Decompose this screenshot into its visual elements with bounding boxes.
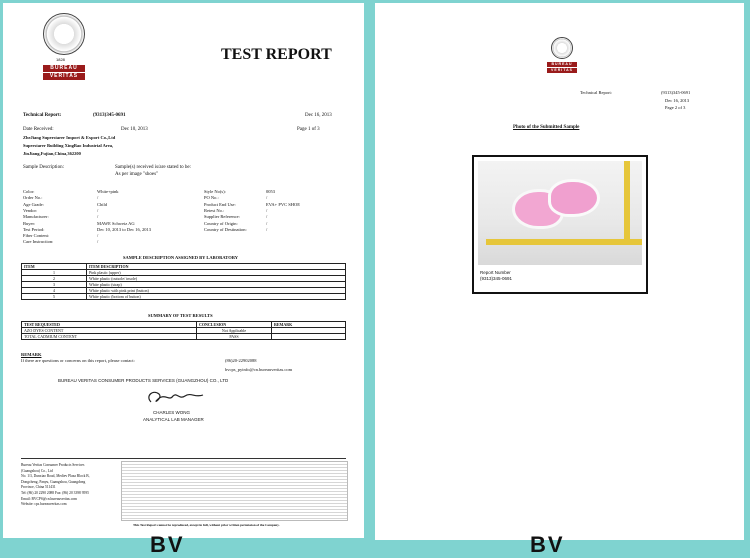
contact-phone: (86)20-22902088 — [225, 358, 257, 363]
footer-divider — [21, 458, 346, 459]
info-label: Color: — [23, 189, 35, 194]
info-value: Dec 10, 2013 to Dec 16, 2013 — [97, 226, 151, 232]
bureau-veritas-seal-icon-small — [551, 37, 573, 59]
p2-page-number: Page 2 of 3 — [665, 105, 686, 110]
info-label: Age Grade: — [23, 201, 44, 207]
table-cell — [272, 334, 346, 340]
info-value: EVA+ PVC SHOE — [266, 201, 300, 207]
report-page-1 — [3, 3, 364, 538]
table-header-cell: ITEM — [22, 264, 87, 270]
table-cell: White plastic with pink print (button) — [87, 288, 346, 294]
date-received-label: Date Received: — [23, 127, 54, 132]
table-cell: White plastic (outsole/ insole) — [87, 276, 346, 282]
page-number: Page 1 of 3 — [297, 127, 320, 132]
watermark-bv-left: BV — [150, 532, 185, 557]
info-label: Retest No.: — [204, 207, 225, 213]
table-header-cell: CONCLUSION — [197, 322, 272, 328]
info-value: Child — [97, 201, 108, 207]
footer-address — [21, 463, 90, 508]
p2-tech-number: (9313)345-0691 — [661, 90, 691, 95]
signature-icon — [143, 386, 213, 408]
info-value: / — [266, 214, 268, 220]
ruler-horizontal — [486, 239, 642, 245]
summary-title: SUMMARY OF TEST RESULTS — [148, 313, 213, 318]
page-title: TEST REPORT — [221, 46, 332, 63]
footer-terms-block — [121, 461, 348, 521]
table-cell: Pink plastic (upper) — [87, 270, 346, 276]
footer-address-line: Tel: (86) 20 2290 2088 Fax: (86) 20 3398 9595 — [21, 490, 89, 495]
footer-address-line: Bureau Veritas Consumer Products Services — [21, 463, 85, 467]
footer-notice: This Test Report cannot be reproduced, except in full, without prior written permission of the Company. — [133, 523, 280, 527]
sample-photo-frame — [472, 155, 648, 294]
info-label: Country of Destination: — [204, 226, 247, 232]
footer-address-line: No. 1/3, Dunxiao Road, Mediev Plaza Block B, — [21, 474, 90, 479]
report-number-label: Report Number — [480, 270, 511, 275]
footer-address-line: Email: BVCPS@cn.bureauveritas.com — [21, 496, 77, 501]
bureau-veritas-logo — [43, 13, 85, 80]
info-value: 0053 — [266, 189, 275, 194]
table-cell: White plastic (bottom of button) — [87, 294, 346, 300]
report-page-2 — [375, 3, 744, 540]
table-row — [22, 334, 346, 340]
p2-date: Dec 16, 2013 — [665, 98, 690, 103]
table-header-cell: TEST REQUESTED — [22, 322, 197, 328]
date-received-value: Dec 10, 2013 — [121, 127, 148, 132]
client-line-1: ZheJiang Superstarer Import & Export Co.,Ltd — [23, 135, 116, 140]
table-row — [22, 294, 346, 300]
info-value: / — [97, 214, 99, 220]
client-line-2: Superstarer Building XingBao Industrial Area, — [23, 143, 114, 148]
info-value: / — [266, 207, 268, 213]
info-value: / — [97, 239, 99, 245]
sample-desc-2: As per image "shoes" — [115, 172, 159, 177]
info-value: / — [97, 233, 99, 239]
logo-year: 1828 — [56, 57, 65, 62]
sample-description-table — [21, 263, 346, 300]
table-cell: AZO DYES CONTENT — [22, 328, 197, 334]
footer-address-line: Dongcheng, Panyu, Guangzhou, Guangdong — [21, 479, 86, 484]
info-value: / — [97, 195, 99, 201]
table-cell: 5 — [22, 294, 87, 300]
info-label: Vendor: — [23, 207, 38, 213]
info-value: / — [97, 207, 99, 213]
contact-email: bvcps_pyinfo@cn.bureauveritas.com — [225, 367, 293, 372]
info-value: MAWE Schweiz AG — [97, 220, 135, 226]
report-number-value: (9313)345-0691 — [480, 276, 513, 281]
logo-band-bottom-small: VERITAS — [547, 68, 577, 73]
bureau-veritas-logo-small — [547, 37, 577, 73]
logo-band-top-small: BUREAU — [547, 62, 577, 67]
sample-table-title: SAMPLE DESCRIPTION ASSIGNED BY LABORATORY — [123, 255, 239, 260]
contact-text: If there are questions or concerns on this report, please contact: — [21, 358, 135, 363]
info-label: Order No.: — [23, 195, 43, 201]
logo-band-top: BUREAU — [43, 65, 85, 72]
info-label: Style No(s): — [204, 189, 226, 194]
report-date: Dec 16, 2013 — [305, 113, 332, 118]
table-header-cell: REMARK — [272, 322, 346, 328]
company-name: BUREAU VERITAS CONSUMER PRODUCTS SERVICES (GUANGZHOU) CO., LTD — [58, 378, 229, 383]
info-label: Supplier Reference: — [204, 214, 240, 220]
client-line-3: JinJiang,Fujian,China,362200 — [23, 151, 81, 156]
table-cell: 1 — [22, 270, 87, 276]
signer-name: CHARLES WONG — [153, 410, 191, 415]
summary-results-table — [21, 321, 346, 340]
tech-report-number: (9313)345-0691 — [93, 113, 126, 118]
shoe-right-icon — [548, 179, 600, 217]
info-label: Manufacturer: — [23, 214, 49, 220]
info-label: Product End Use: — [204, 201, 236, 207]
footer-address-line: Province, China 511431 — [21, 485, 56, 490]
footer-address-line: (Guangzhou) Co., Ltd — [21, 468, 53, 473]
sample-desc-1: Sample(s) received is/are stated to be: — [115, 165, 191, 170]
sample-photo — [478, 161, 642, 265]
tech-report-label: Technical Report: — [23, 113, 62, 118]
info-label: Fiber Content: — [23, 233, 50, 239]
info-label: Care Instruction: — [23, 239, 54, 245]
table-cell: 4 — [22, 288, 87, 294]
info-value: / — [266, 195, 268, 201]
sample-desc-label: Sample Description: — [23, 165, 64, 170]
remark-heading: REMARK — [21, 352, 42, 357]
info-label: Test Period: — [23, 226, 45, 232]
info-value: / — [266, 220, 268, 226]
table-cell: 2 — [22, 276, 87, 282]
info-value: White+pink — [97, 189, 119, 194]
table-cell: TOTAL CADMIUM CONTENT — [22, 334, 197, 340]
p2-tech-label: Technical Report: — [580, 90, 613, 95]
bureau-veritas-seal-icon — [43, 13, 85, 55]
ruler-vertical — [624, 161, 630, 245]
table-cell: PASS — [197, 334, 272, 340]
footer-address-line: Website: cps.bureauveritas.com — [21, 502, 67, 507]
info-value: / — [266, 226, 268, 232]
info-label: Buyer: — [23, 220, 36, 226]
photo-heading: Photo of the Submitted Sample — [513, 125, 580, 130]
table-cell: 3 — [22, 282, 87, 288]
watermark-bv-right: BV — [530, 532, 565, 557]
logo-band-bottom: VERITAS — [43, 73, 85, 80]
signer-title: ANALYTICAL LAB MANAGER — [143, 417, 204, 422]
table-cell: White plastic (strap) — [87, 282, 346, 288]
info-label: PO No.: — [204, 195, 219, 201]
table-header-cell: ITEM DESCRIPTION — [87, 264, 346, 270]
table-cell: Not Applicable — [197, 328, 272, 334]
info-label: Country of Origin: — [204, 220, 238, 226]
